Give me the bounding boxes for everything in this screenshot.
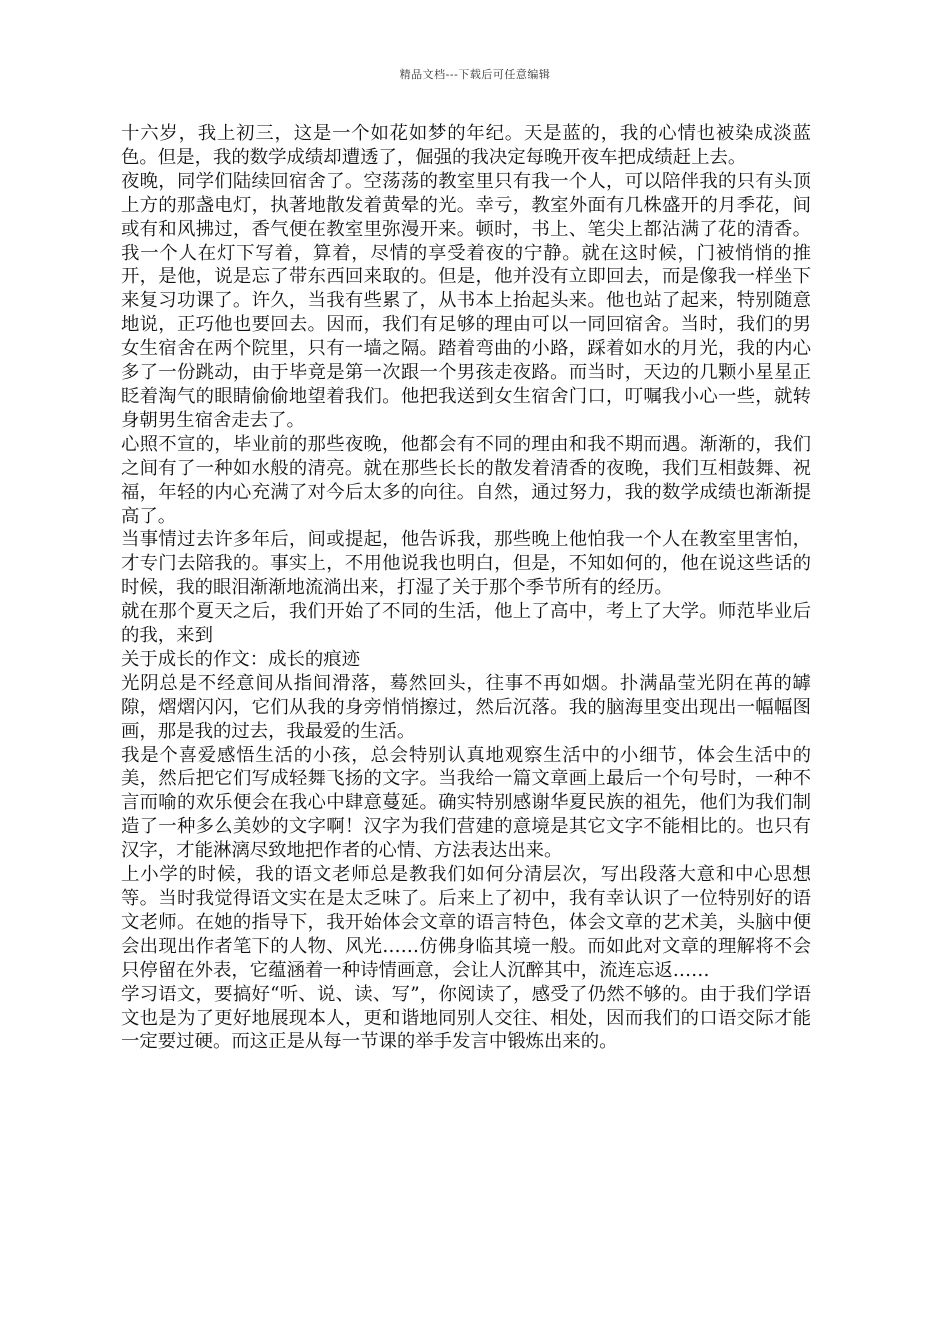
page-header: 精品文档---下载后可任意编辑 <box>399 68 551 81</box>
paragraph: 光阴总是不经意间从指间滑落，蓦然回头，往事不再如烟。扑满晶莹光阴在苒的罅隙，熠熠闪闪，它们从我的身旁悄悄擦过，然后沉落。我的脑海里变出现出一幅幅图画，那是我的过去，我最爱的生活。 <box>121 672 811 742</box>
paragraph: 心照不宣的，毕业前的那些夜晚，他都会有不同的理由和我不期而遇。渐渐的，我们之间有了一种如水般的清亮。就在那些长长的散发着清香的夜晚，我们互相鼓舞、祝福，年轻的内心充满了对今后太多的向往。自然，通过努力，我的数学成绩也渐渐提高了。 <box>121 433 811 527</box>
paragraph: 就在那个夏天之后，我们开始了不同的生活，他上了高中，考上了大学。师范毕业后的我，来到 <box>121 601 811 647</box>
paragraph: 十六岁，我上初三，这是一个如花如梦的年纪。天是蓝的，我的心情也被染成淡蓝色。但是，我的数学成绩却遭透了，倔强的我决定每晚开夜车把成绩赶上去。 <box>121 123 811 168</box>
paragraph: 我是个喜爱感悟生活的小孩，总会特别认真地观察生活中的小细节，体会生活中的美，然后把它们写成轻舞飞扬的文字。当我给一篇文章画上最后一个句号时，一种不言而喻的欢乐便会在我心中肆意蔓延。确实特别感谢华夏民族的祖先，他们为我们制造了一种多么美妙的文字啊！汉字为我们营建的意境是其它文字不能相比的。也只有汉字，才能淋漓尽致地把作者的心情、方法表达出来。 <box>121 744 811 862</box>
paragraph: 当事情过去许多年后，间或提起，他告诉我，那些晚上他怕我一个人在教室里害怕，才专门去陪我的。事实上，不用他说我也明白，但是，不知如何的，他在说这些话的时候，我的眼泪渐渐地流淌出来，打湿了关于那个季节所有的经历。 <box>121 529 811 599</box>
paragraph: 夜晚，同学们陆续回宿舍了。空荡荡的教室里只有我一个人，可以陪伴我的只有头顶上方的那盏电灯，执著地散发着黄晕的光。幸亏，教室外面有几株盛开的月季花，间或有和风拂过，香气便在教室里弥漫开来。顿时，书上、笔尖上都沾满了花的清香。我一个人在灯下写着，算着，尽情的享受着夜的宁静。就在这时候，门被悄悄的推开，是他，说是忘了带东西回来取的。但是，他并没有立即回去，而是像我一样坐下来复习功课了。许久，当我有些累了，从书本上抬起头来。他也站了起来，特别随意地说，正巧他也要回去。因而，我们有足够的理由可以一同回宿舍。当时，我们的男女生宿舍在两个院里，只有一墙之隔。踏着弯曲的小路，踩着如水的月光，我的内心多了一份跳动，由于毕竟是第一次跟一个男孩走夜路。而当时，天边的几颗小星星正眨着淘气的眼睛偷偷地望着我们。他把我送到女生宿舍门口，叮嘱我小心一些，就转身朝男生宿舍走去了。 <box>121 170 811 431</box>
paragraph: 学习语文，要搞好“听、说、读、写”，你阅读了，感受了仍然不够的。由于我们学语文也是为了更好地展现本人，更和谐地同别人交往、相处，因而我们的口语交际才能一定要过硬。而这正是从每一节课的举手发言中锻炼出来的。 <box>121 983 811 1053</box>
section-title: 关于成长的作文：成长的痕迹 <box>121 648 361 670</box>
paragraph: 上小学的时候，我的语文老师总是教我们如何分清层次，写出段落大意和中心思想等。当时我觉得语文实在是太乏味了。后来上了初中，我有幸认识了一位特别好的语文老师。在她的指导下，我开始体会文章的语言特色，体会文章的艺术美，头脑中便会出现出作者笔下的人物、风光……仿佛身临其境一般。而如此对文章的理解将不会只停留在外表，它蕴涵着一种诗情画意，会让人沉醉其中，流连忘返…… <box>121 864 811 981</box>
document-body <box>121 122 811 1054</box>
